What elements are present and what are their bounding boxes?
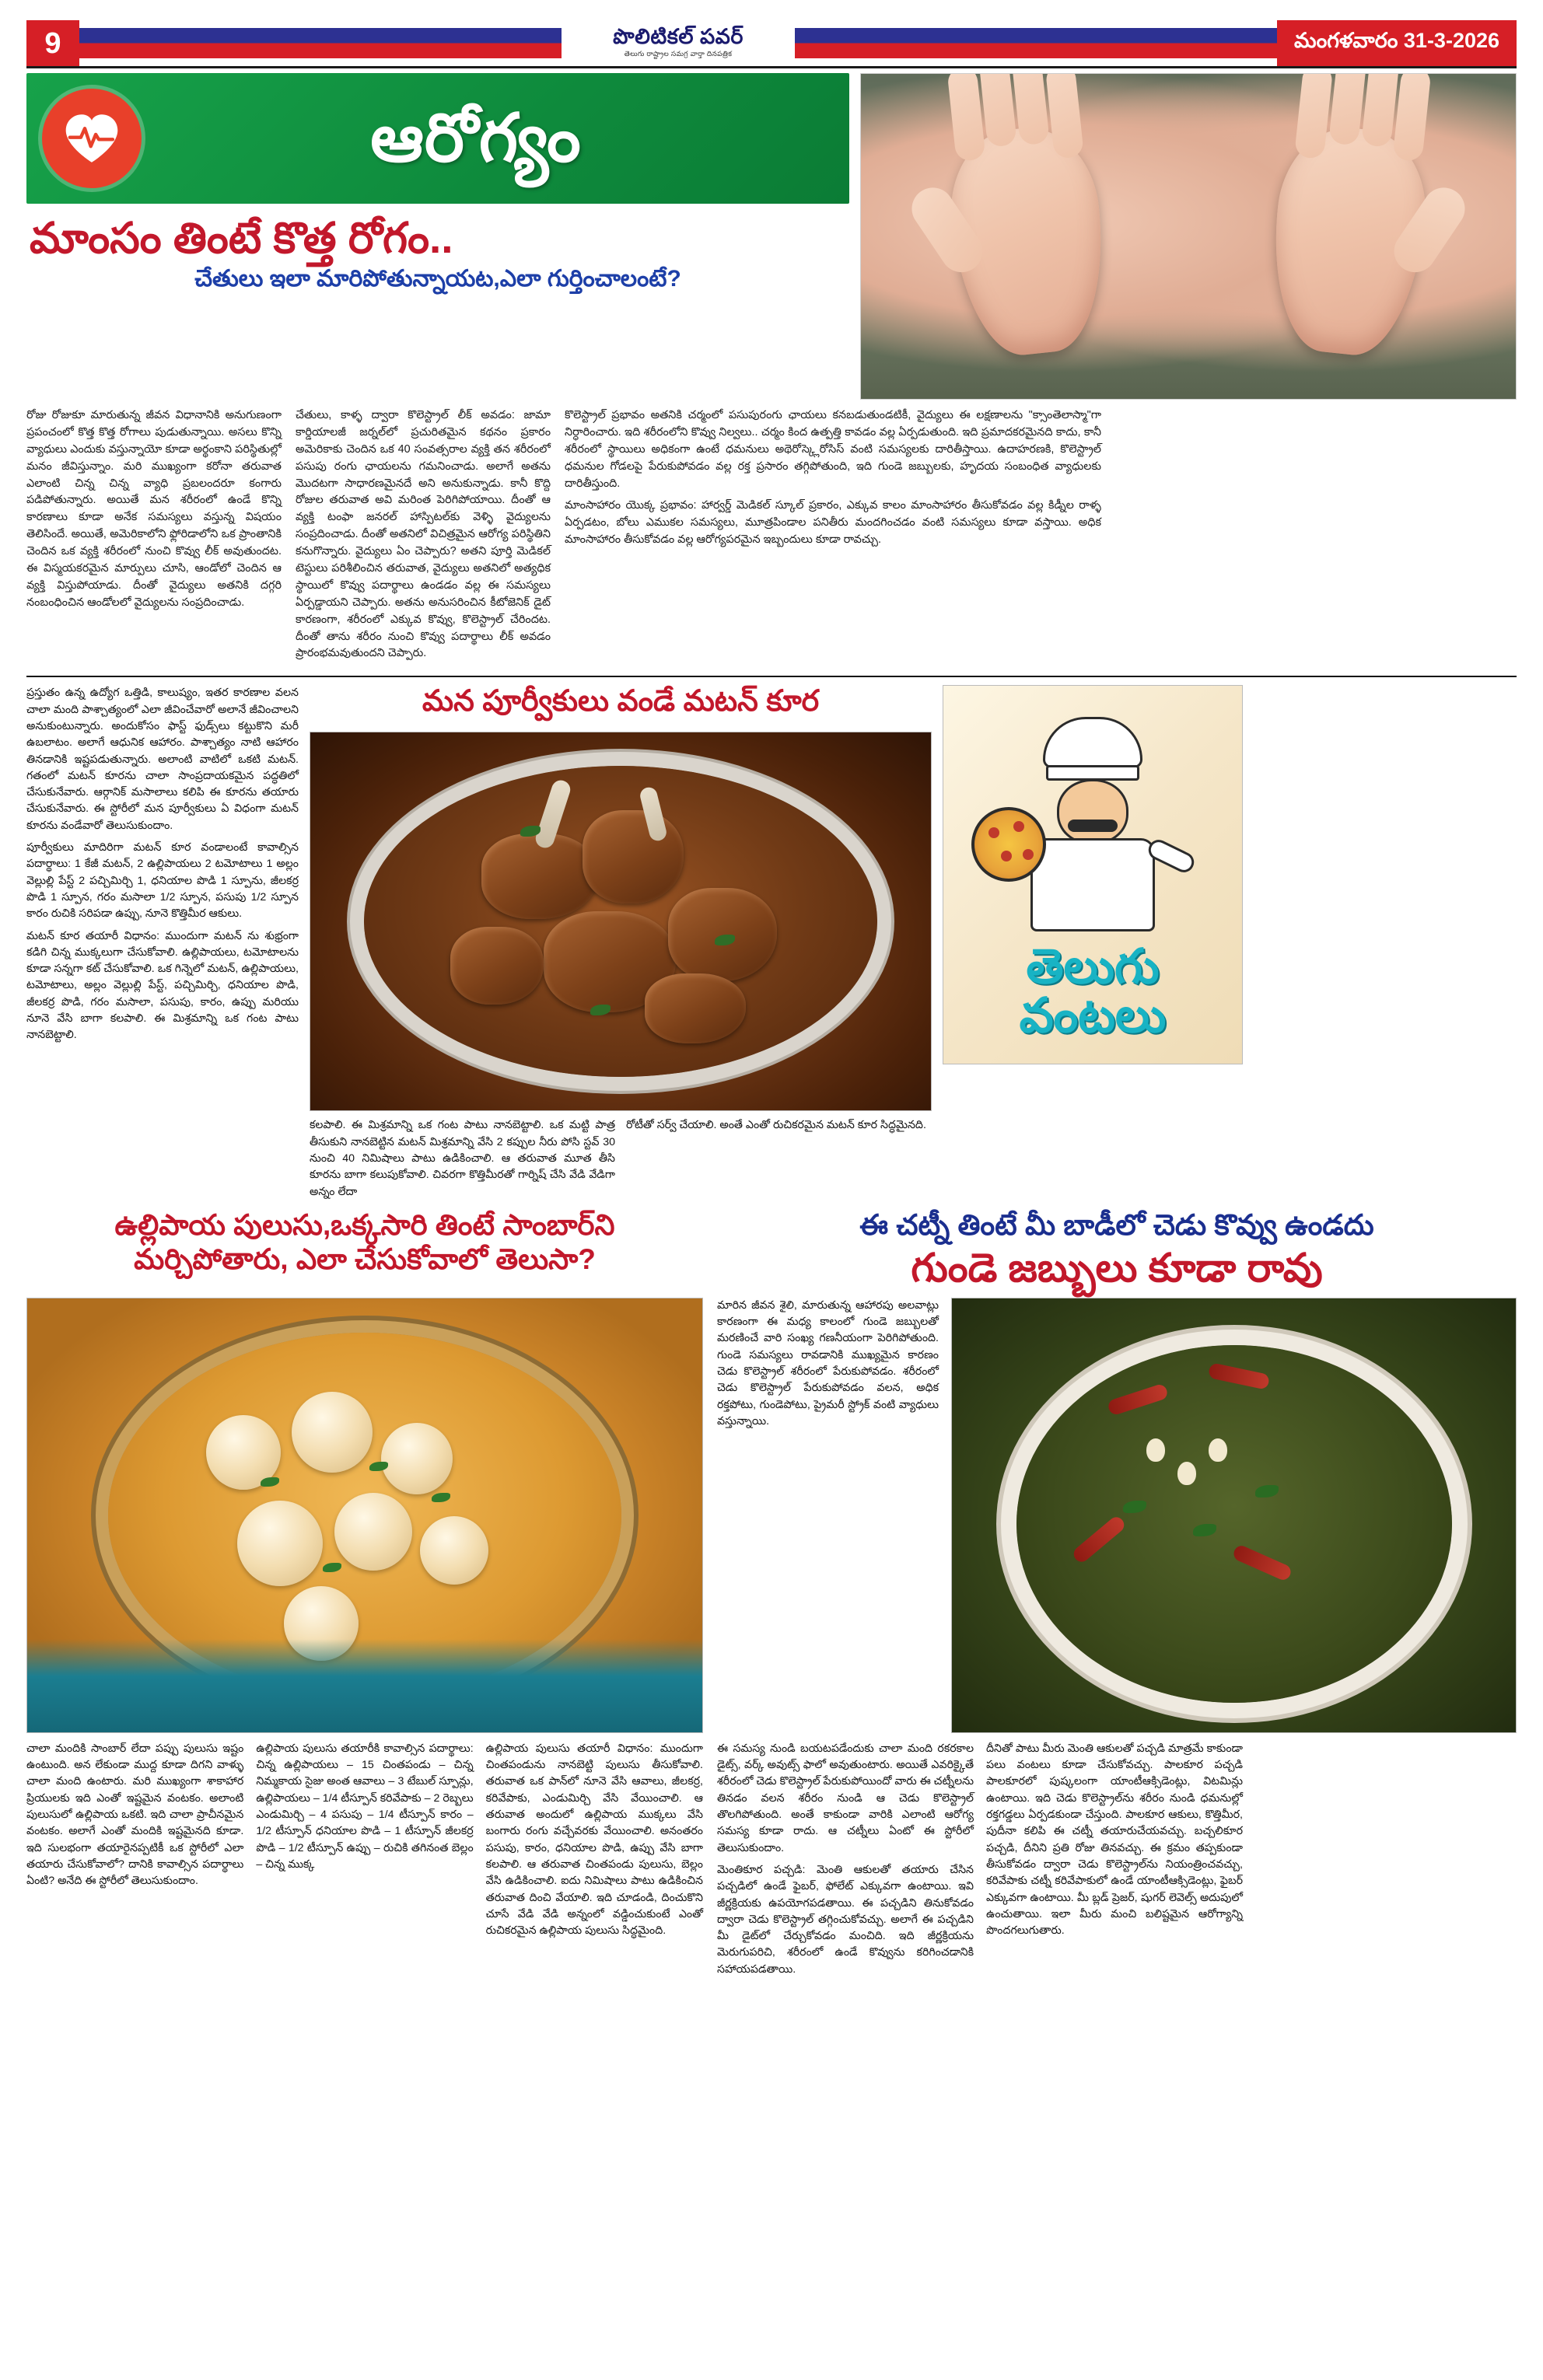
heart-pulse-icon bbox=[42, 89, 142, 188]
brand-line-1: తెలుగు bbox=[1026, 940, 1160, 994]
onion-column-1 bbox=[26, 1741, 243, 1945]
chutney-headline-line-1: ఈ చట్నీ తింటే మీ బాడీలో చెడు కొవ్వు ఉండదు bbox=[859, 1208, 1374, 1241]
mutton-curry-photo bbox=[310, 732, 932, 1111]
publication-date: మంగళవారం 31-3-2026 bbox=[1277, 20, 1517, 66]
chutney-headline-line-2: గుండె జబ్బులు కూడా రావు bbox=[911, 1246, 1323, 1291]
masthead-rule-left bbox=[79, 28, 562, 58]
paragraph: కొలెస్ట్రాల్ ప్రభావం అతనికి చర్మంలో పసుపురంగు ఛాయలు కనబడుతుండటికీ, వైద్యులు ఈ లక్షణాలను "క్సాంతెలాస్మా"గా నిర్ధారించారు. ఇది శరీరంలోని కొవ్వు నిల్వలు.. చర్మం కింద ఉత్పత్తి కావడం వల్ల ఏర్పడుతుంది. ఇది ప్రమాదకరమైనది కాదు, కానీ శరీరంలో స్థాయిలు అధికంగా ఉంటే ధమనులు అథెరోస్క్లెరోసిస్ వంటి సమస్యలకు దారితీస్తాయి. ఉదాహరణకి, కొలెస్ట్రాల్ ధమనుల గోడలపై పేరుకుపోవడం వల్ల రక్త ప్రసారం తగ్గిపోతుంది, ఇది గుండె జబ్బులకు, హృదయ సంబంధిత వ్యాధులకు దారితీస్తుంది. bbox=[565, 409, 1101, 490]
onion-column-2 bbox=[256, 1741, 473, 1945]
bottom-content bbox=[26, 1298, 1517, 1983]
health-column-1 bbox=[26, 407, 282, 668]
menthi-kura-chutney-photo bbox=[951, 1298, 1517, 1733]
logo-title: పొలిటికల్ పవర్ bbox=[613, 25, 744, 48]
health-column-3 bbox=[565, 407, 1101, 668]
mutton-headline: మన పూర్వీకులు వండే మటన్ కూర bbox=[422, 685, 820, 718]
paragraph: మెంతికూర పచ్చడి: మెంతి ఆకులతో తయారు చేసిన పచ్చడిలో ఉండే ఫైబర్, ఫోలేట్ ఎక్కువగా ఉంటాయి. ఇవి జీర్ణక్రియకు ఉపయోగపడతాయి. ఈ పచ్చడిని తినుకోవడం ద్వారా చెడు కొలెస్ట్రాల్ తగ్గించుకోవచ్చు. అలాగే ఈ పచ్చడిని మీ డైట్‌లో చేర్చుకోవడం మంచిది. ఇది జీర్ణక్రియను మెరుగుపరిచి, శరీరంలో ఉండే కొవ్వును కరిగించడానికి సహాయపడతాయి. bbox=[717, 1863, 974, 1976]
paragraph: చాలా మందికి సాంబార్ లేదా పప్పు పులుసు ఇష్టం ఉంటుంది. అన లేకుండా ముద్ద కూడా దిగని వాళ్ళు చాలా మంది ఉంటారు. మరి ముఖ్యంగా శాకాహార ప్రియులకు ఇది ఎంతో ఇష్టమైన వంటకం. అలాంటి పులుసులో ఉల్లిపాయ ఒకటి. ఇది చాలా ప్రాచీనమైన వంటకం. అలాగే ఎంతో మందికి ఇష్టమైనది కూడా. ఇది సులభంగా తయారైనప్పటికీ ఒక స్టోరీలో ఎలా తయారు చేసుకోవాలో? దానికి కావాల్సిన పదార్థాలు ఏంటి? అనేది ఈ స్టోరీలో తెలుసుకుందాం. bbox=[26, 1742, 244, 1888]
health-article-columns bbox=[26, 407, 1517, 677]
masthead bbox=[26, 20, 1517, 68]
health-column-2 bbox=[296, 407, 551, 668]
chutney-column-1 bbox=[717, 1298, 939, 1733]
chutney-article bbox=[717, 1298, 1517, 1983]
paragraph: పూర్వీకులు మాదిరిగా మటన్ కూర వండాలంటే కావాల్సిన పదార్థాలు: 1 కేజీ మటన్, 2 ఉల్లిపాయలు 2 టమోటాలు 1 అల్లం వెల్లుల్లి పేస్ట్ 2 పచ్చిమిర్చి 1, ధనియాల పొడి 1 స్పూను, జీలకర్ర పొడి 1 స్పూన, గరం మసాలా 1/2 స్పూన, పసుపు 1/2 స్పూన కారం రుచికి సరిపడా ఉప్పు, నూనె కొత్తిమీర ఆకులు. bbox=[26, 841, 299, 921]
page-number: 9 bbox=[26, 20, 79, 66]
right-hand bbox=[1263, 121, 1433, 361]
paragraph: మటన్ కూర తయారీ విధానం: ముందుగా మటన్ ను శుభ్రంగా కడిగి చిన్న ముక్కలుగా చేసుకోవాలి. ఉల్లిపాయలు, టమోటాలను కూడా సన్నగా కట్ చేసుకోవాలి. ఒక గిన్నెలో మటన్, ఉల్లిపాయలు, టమోటాలు, అల్లం వెల్లుల్లి పేస్ట్, పచ్చిమిర్చి, ధనియాల పొడి, జీలకర్ర పొడి, గరం మసాలా, పసుపు, కారం, ఉప్పు మరియు నూనె వేసి బాగా కలపాలి. ఈ మిశ్రమాన్ని ఒక గంట పాటు నానబెట్టాలి. bbox=[26, 929, 299, 1042]
paragraph: ఉల్లిపాయ పులుసు తయారీకి కావాల్సిన పదార్థాలు: చిన్న ఉల్లిపాయలు – 15 చింతపండు – చిన్న నిమ్మకాయ సైజు అంత ఆవాలు – 3 టేబుల్ స్పూన్లు, ఉల్లిపాయలు – 1/4 టీస్పూన్ కరివేపాకు – 2 రెబ్బలు ఎండుమిర్చి – 4 పసుపు – 1/4 టీస్పూన్ కారం – 1/2 టీస్పూన్ ధనియాల పొడి – 1 టీస్పూన్ జీలకర్ర పొడి – 1/2 టీస్పూన్ ఉప్పు – రుచికి తగినంత బెల్లం – చిన్న ముక్క bbox=[256, 1742, 474, 1871]
chutney-column-3 bbox=[986, 1741, 1243, 1983]
caption-right: రోటీతో సర్వ్ చేయాలి. అంతే ఎంతో రుచికరమైన మటన్ కూర సిద్ధమైనది. bbox=[626, 1119, 926, 1132]
publication-logo bbox=[562, 20, 795, 66]
telugu-vantalu-ad[interactable] bbox=[943, 685, 1243, 1200]
aarogyam-title: ఆరోగ్యం bbox=[370, 101, 582, 176]
paragraph: మాంసాహారం యొక్క ప్రభావం: హార్వర్డ్ మెడికల్ స్కూల్ ప్రకారం, ఎక్కువ కాలం మాంసాహారం తీసుకోవడం వల్ల కిడ్నీల రాళ్ళ ఏర్పడటం, బోలు ఎముకల సమస్యలు, మూత్రపిండాల పనితీరు మందగించడం వంటి సమస్యలు కూడా వస్తాయి. అధిక మాంసాహారం తీసుకోవడం వల్ల ఆరోగ్యపరమైన ఇబ్బందులు కూడా రావచ్చు. bbox=[565, 499, 1101, 547]
chutney-bottom-row bbox=[717, 1741, 1517, 1983]
chutney-column-2 bbox=[717, 1741, 974, 1983]
mutton-center bbox=[310, 685, 932, 1200]
onion-article-columns bbox=[26, 1741, 703, 1945]
mutton-caption bbox=[310, 1117, 932, 1200]
mutton-left-text bbox=[26, 685, 299, 1200]
onion-headline-line-2: మర్చిపోతారు, ఎలా చేసుకోవాలో తెలుసా? bbox=[134, 1243, 596, 1276]
chutney-headline-block bbox=[717, 1208, 1517, 1291]
paragraph: ఉల్లిపాయ పులుసు తయారీ విధానం: ముందుగా చింతపండును నానబెట్టి పులుసు తీసుకోవాలి. తరువాత ఒక పాన్‌లో నూనె వేసి ఆవాలు, జీలకర్ర, కరివేపాకు, ఎండుమిర్చి వేసి వేయించాలి. ఆ తరువాత అందులో ఉల్లిపాయ ముక్కలు వేసి బంగారు రంగు వచ్చేవరకు వేయించాలి. అనంతరం పసుపు, కారం, ధనియాల పొడి, ఉప్పు వేసి బాగా కలపాలి. ఆ తరువాత చింతపండు పులుసు, బెల్లం వేసి ఉడికించాలి. ఐదు నిమిషాలు పాటు ఉడికించిన తరువాత దించి వేయాలి. ఇది చూడండి, దించుకొని చూసే వేడి వేడి అన్నంలో వడ్డించుకుంటే ఎంతో రుచికరమైన ఉల్లిపాయ పులుసు సిద్ధమైంది. bbox=[485, 1742, 703, 1938]
health-subheadline: చేతులు ఇలా మారిపోతున్నాయట,ఎలా గుర్తించాలంటే? bbox=[194, 265, 681, 292]
bottom-headlines bbox=[26, 1208, 1517, 1291]
brand-title bbox=[1019, 940, 1167, 1043]
onion-article bbox=[26, 1298, 703, 1983]
mutton-section bbox=[26, 685, 1517, 1200]
paragraph: దీనితో పాటు మీరు మెంతి ఆకులతో పచ్చడి మాత్రమే కాకుండా పలు వంటలు కూడా చేసుకోవచ్చు. పాలకూర పచ్చడి పాలకూరలో పుష్కలంగా యాంటీఆక్సిడెంట్లు, విటమిన్లు ఉంటాయి. ఇది చెడు కొలెస్ట్రాల్‌ను శరీరం నుండి ధమనుల్లో రక్తగడ్డలు ఏర్పడకుండా చేస్తుంది. పాలకూర ఆకులు, కొత్తిమీర, పుదీనా కలిపి ఈ చట్నీ తయారుచేయవచ్చు. బచ్చలికూర పచ్చడి, దీనిని ప్రతి రోజు తినవచ్చు. ఈ క్రమం తప్పకుండా తీసుకోవడం ద్వారా చెడు కొలెస్ట్రాల్‌ను నియంత్రించవచ్చు, కరివేపాకు చట్నీ కరివేపాకులో ఉండే యాంటీఆక్సిడెంట్లు, ఫైబర్ ఎక్కువగా ఉంటాయి. మీ బ్లడ్ ప్రెజర్, షుగర్ లెవెల్స్ అదుపులో ఉంచుతాయి. ఇలా మీరు మంచి బలిష్టమైన ఆరోగ్యాన్ని పొందగలుగుతారు. bbox=[986, 1742, 1243, 1938]
health-headline: మాంసం తింటే కొత్త రోగం.. bbox=[30, 214, 453, 262]
caption-left: కలపాలి. ఈ మిశ్రమాన్ని ఒక గంట పాటు నానబెట్టాలి. ఒక మట్టి పాత్ర తీసుకుని నానబెట్టిన మటన్ మిశ్రమాన్ని వేసి 2 కప్పుల నీరు పోసి స్టవ్ 30 నుంచి 40 నిమిషాలు పాటు ఉడికించాలి. ఆ తరువాత మూత తీసి కూరను బాగా కలుపుకోవాలి. చివరగా కొత్తిమీరతో గార్నిష్ చేసి వేడి వేడిగా అన్నం లేదా bbox=[310, 1119, 615, 1198]
onion-column-3 bbox=[486, 1741, 703, 1945]
chutney-top-row bbox=[717, 1298, 1517, 1733]
paragraph: ఈ సమస్య నుండి బయటపడేందుకు చాలా మంది రకరకాల డైట్స్, వర్క్ అవుట్స్ ఫాలో అవుతుంటారు. అయితే ఎవరిక్కైతే శరీరంలో చెడు కొలెస్ట్రాల్ పేరుకుపోయిందో వారు ఈ చట్నీలను తినడం వలన శరీరం నుండి ఆ చెడు కొలెస్ట్రాల్ తొలగిపోతుంది. అంతే కాకుండా వారికి ఎలాంటి ఆరోగ్య సమస్య కూడా రాదు. ఆ చట్నీలు ఏంటో ఈ స్టోరీలో తెలుసుకుందాం. bbox=[717, 1742, 974, 1854]
onion-headline-line-1: ఉల్లిపాయ పులుసు,ఒక్కసారి తింటే సాంబార్‌ని bbox=[114, 1208, 615, 1241]
chef-with-pizza-icon bbox=[976, 709, 1209, 942]
aarogyam-block bbox=[26, 73, 849, 400]
aarogyam-banner bbox=[26, 73, 849, 204]
paragraph: ప్రస్తుతం ఉన్న ఉద్యోగ ఒత్తిడి, కాలుష్యం, ఇతర కారణాల వలన చాలా మంది పాశ్చాత్యంలో ఎలా జీవించేవారో అలానే జీవించాలని అనుకుంటున్నారు. అందుకోసం ఫాస్ట్ ఫుడ్స్‌లు కట్టుకొని మరీ ఉబలాటం. అలాగే ఆధునిక ఆహారం. పాశ్చాత్యం నాటి ఆహారం తినడానికి ఇష్టపడుతున్నారు. అలాంటి వాటిలో ఒకటి మటన్. గతంలో మటన్ కూరను చాలా సాంప్రదాయకమైన పద్ధతిలో చేసుకునేవారు. ఆర్గానిక్ మసాలాలు కలిపి ఈ కూరను తయారు చేసుకునేవారు. ఈ స్టోరీలో మన పూర్వీకులు ఏ విధంగా మటన్ కూరను వండేవారో తెలుసుకుందాం. bbox=[26, 687, 299, 832]
masthead-rule-right bbox=[795, 28, 1277, 58]
left-hand bbox=[943, 121, 1113, 361]
brand-line-2: వంటలు bbox=[1019, 989, 1167, 1043]
logo-subtitle: తెలుగు రాష్ట్రాల సమగ్ర వార్తా దినపత్రిక bbox=[624, 50, 733, 58]
paragraph: మారిన జీవన శైలి, మారుతున్న ఆహారపు అలవాట్లు కారణంగా ఈ మధ్య కాలంలో గుండె జబ్బులతో మరణించే వారి సంఖ్య గణనీయంగా పెరిగిపోతుంది. గుండె సమస్యలు రావడానికి ముఖ్యమైన కారణం చెడు కొలెస్ట్రాల్ శరీరంలో పేరుకుపోవడం. శరీరంలో చెడు కొలెస్ట్రాల్ పేరుకుపోవడం వలన, అధిక రక్తపోటు, గుండెపోటు, ప్రైమరీ స్ట్రోక్ వంటి వ్యాధులు వస్తున్నాయి. bbox=[717, 1298, 939, 1428]
onion-headline-block bbox=[26, 1208, 703, 1291]
onion-pulusu-photo bbox=[26, 1298, 703, 1733]
hands-palms-photo bbox=[860, 73, 1517, 400]
health-top-section bbox=[26, 73, 1517, 400]
paragraph: రోజు రోజుకూ మారుతున్న జీవన విధానానికి అనుగుణంగా ప్రపంచంలో కొత్త కొత్త రోగాలు పుడుతున్నాయి. అసలు కొన్ని వ్యాధులు ఎందుకు వస్తున్నాయో కూడా అర్థంకాని పరిస్థితుల్లో మనం జీవిస్తున్నాం. మరి ముఖ్యంగా కరోనా తరువాత ఎలాంటి చిన్న చిన్న వ్యాధి ప్రబలందరూ కంగారు పడిపోతున్నారు. అయితే మన శరీరంలో ఉండే కొన్ని కారణాలు కూడా అనేక సమస్యలు వస్తున్న విషయం తెలిసిందే. అయితే, అమెరికాలోని ఫ్లోరిడాలోని ఒక ప్రాంతానికి చెందిన ఒక వ్యక్తి శరీరంలో నుంచి కొవ్వు లీక్ అవుతుందట. ఈ విస్మయకరమైన మార్పులు చూసి, ఆండోలో చెందిన ఆ వ్యక్తి విస్తుపోయాడు. దీంతో వైద్యులు అతనికి దగ్గరి నంబంధించిన ఆండోలలో వైద్యులను సంప్రదించాడు. bbox=[26, 409, 282, 609]
paragraph: చేతులు, కాళ్ళ ద్వారా కొలెస్ట్రాల్ లీక్ అవడం: జామా కార్డియాలజీ జర్నల్‌లో ప్రచురితమైన కథనం ప్రకారం అమెరికాకు చెందిన ఒక 40 సంవత్సరాల వ్యక్తి తన శరీరంలో పసుపు రంగు ఛాయలను గమనించాడు. అలాగే అతను మొదటగా సాధారణమైనదే అని అనుకున్నాడు. కానీ కొద్ది రోజుల తరువాత అవి మరింత పెరిగిపోయాయి. దీంతో ఆ వ్యక్తి టంఫా జనరల్ హాస్పిటల్‌కు వెళ్ళి వైద్యులను సంప్రదించాడు. దీంతో అతనిలో విచిత్రమైన ఆరోగ్య పరిస్థితిని కనుగొన్నారు. వైద్యులు ఏం చెప్పారు? అతని పూర్తి మెడికల్ టెస్టులు పరిశీలించిన తరువాత, వైద్యులు అతనిలో అత్యధిక స్థాయిలో కొవ్వు పదార్థాలు ఉండడం వల్ల ఈ సమస్యలు ఏర్పడ్డాయని చెప్పారు. అతను అనుసరించిన కీటోజెనిక్ డైట్ కారణంగా, శరీరంలో ఎక్కువ కొవ్వు, కొలెస్ట్రాల్ చేరిందట. దీంతో తాను శరీరం నుంచి కొవ్వు పదార్థాలు లీక్ అవడం ప్రారంభమవుతుందని చెప్పారు. bbox=[296, 409, 551, 660]
